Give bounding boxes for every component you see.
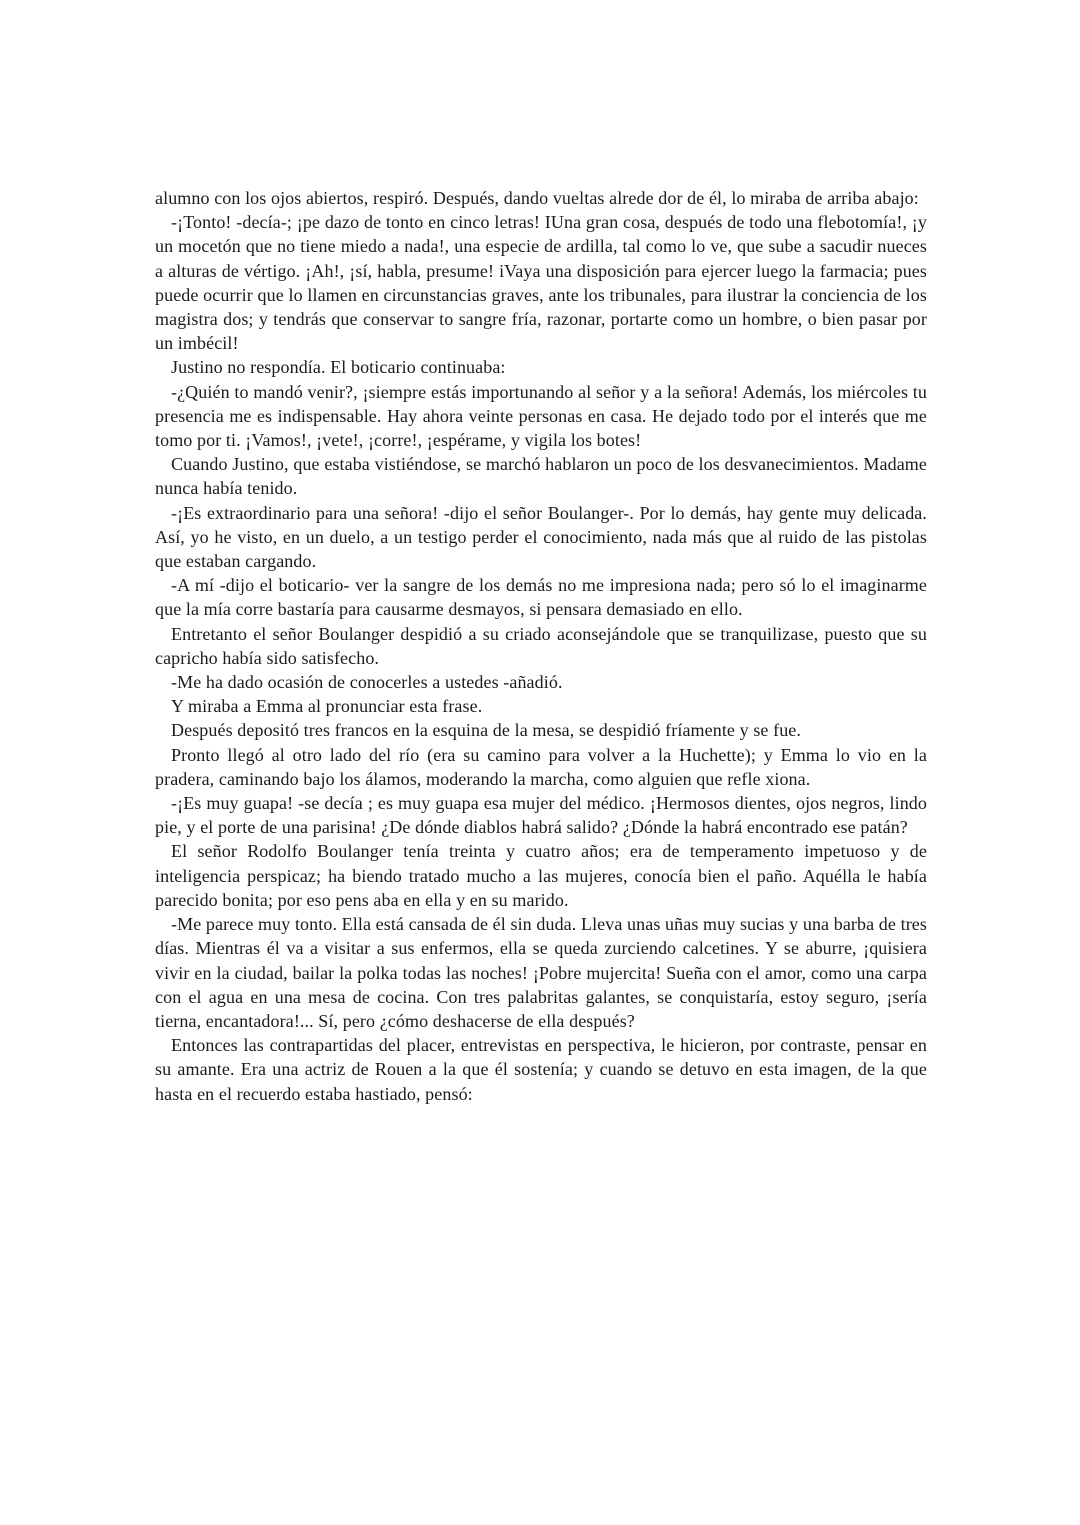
paragraph: -¡Es extraordinario para una señora! -dijo el señor Boulanger-. Por lo demás, hay gente muy delicada. Así, yo he visto, en un duelo, a un testigo perder el conocimiento, nada más que al ruido de las pistolas que estaban cargando. [155,502,927,572]
paragraph: Después depositó tres francos en la esquina de la mesa, se despidió fríamente y se fue. [171,720,801,741]
paragraph: -A mí -dijo el boticario- ver la sangre de los demás no me impresiona nada; pero só lo el imaginarme que la mía corre bastaría para causarme desmayos, si pensara demasiado en ello. [155,575,927,620]
paragraph: Entonces las contrapartidas del placer, entrevistas en perspectiva, le hicieron, por contraste, pensar en su amante. Era una actriz de Rouen a la que él sostenía; y cuando se detuvo en esta imagen, de la que hasta en el recuerdo estaba hastiado, pensó: [155,1035,927,1104]
paragraph: Pronto llegó al otro lado del río (era su camino para volver a la Huchette); y Emma lo vio en la pradera, caminando bajo los álamos, moderando la marcha, como alguien que refle xiona. [155,744,927,789]
paragraph: Cuando Justino, que estaba vistiéndose, se marchó hablaron un poco de los desvanecimientos. Madame nunca había tenido. [155,454,927,499]
paragraph: -¡Tonto! -decía-; ¡pe dazo de tonto en cinco letras! IUna gran cosa, después de todo una flebotomía!, ¡y un mocetón que no tiene miedo a nada!, una especie de ardilla, tal como lo ve, que sube a sacudir nueces a alturas de vértigo. ¡Ah!, ¡sí, habla, presume! iVaya una disposición para ejercer luego la farmacia; pues puede ocurrir que lo llamen en circunstancias graves, ante los tribunales, para ilustrar la conciencia de los magistra dos; y tendrás que conservar to sangre fría, razonar, portarte como un hombre, o bien pasar por un imbécil! [155,212,927,354]
paragraph: El señor Rodolfo Boulanger tenía treinta y cuatro años; era de temperamento impetuoso y de inteligencia perspicaz; ha biendo tratado mucho a las mujeres, conocía bien el paño. Aquélla le había parecido bonita; por eso pens aba en ella y en su marido. [155,841,927,910]
paragraph: -Me parece muy tonto. Ella está cansada de él sin duda. Lleva unas uñas muy sucias y una barba de tres días. Mientras él va a visitar a sus enfermos, ella se queda zurciendo calcetines. Y se aburre, ¡quisiera vivir en la ciudad, bailar la polka todas las noches! ¡Pobre mujercita! Sueña con el amor, como una carpa con el agua en una mesa de cocina. Con tres palabritas galantes, se conquistaría, estoy seguro, ¡sería tierna, encantadora!... Sí, pero ¿cómo deshacerse de ella después? [155,914,927,1031]
paragraph: -Me ha dado ocasión de conocerles a ustedes -añadió. [171,672,563,693]
paragraph: Entretanto el señor Boulanger despidió a su criado aconsejándole que se tranquilizase, puesto que su capricho había sido satisfecho. [155,623,927,668]
text-block [155,186,927,1106]
paragraph: Y miraba a Emma al pronunciar esta frase. [171,696,483,717]
paragraph: -¿Quién to mandó venir?, ¡siempre estás importunando al señor y a la señora! Además, los miércoles tu presencia me es indispensable. Hay ahora veinte personas en casa. He dejado todo por el interés que me tomo por ti. ¡Vamos!, ¡vete!, ¡corre!, ¡espérame, y vigila los botes! [155,381,927,451]
paragraph: Justino no respondía. El boticario continuaba: [171,357,506,378]
paragraph: -¡Es muy guapa! -se decía ; es muy guapa esa mujer del médico. ¡Hermosos dientes, ojos negros, lindo pie, y el porte de una parisina! ¿De dónde diablos habrá salido? ¿Dónde la habrá encontrado ese patán? [155,793,927,838]
paragraph: alumno con los ojos abiertos, respiró. Después, dando vueltas alrede dor de él, lo miraba de arriba abajo: [155,188,919,208]
